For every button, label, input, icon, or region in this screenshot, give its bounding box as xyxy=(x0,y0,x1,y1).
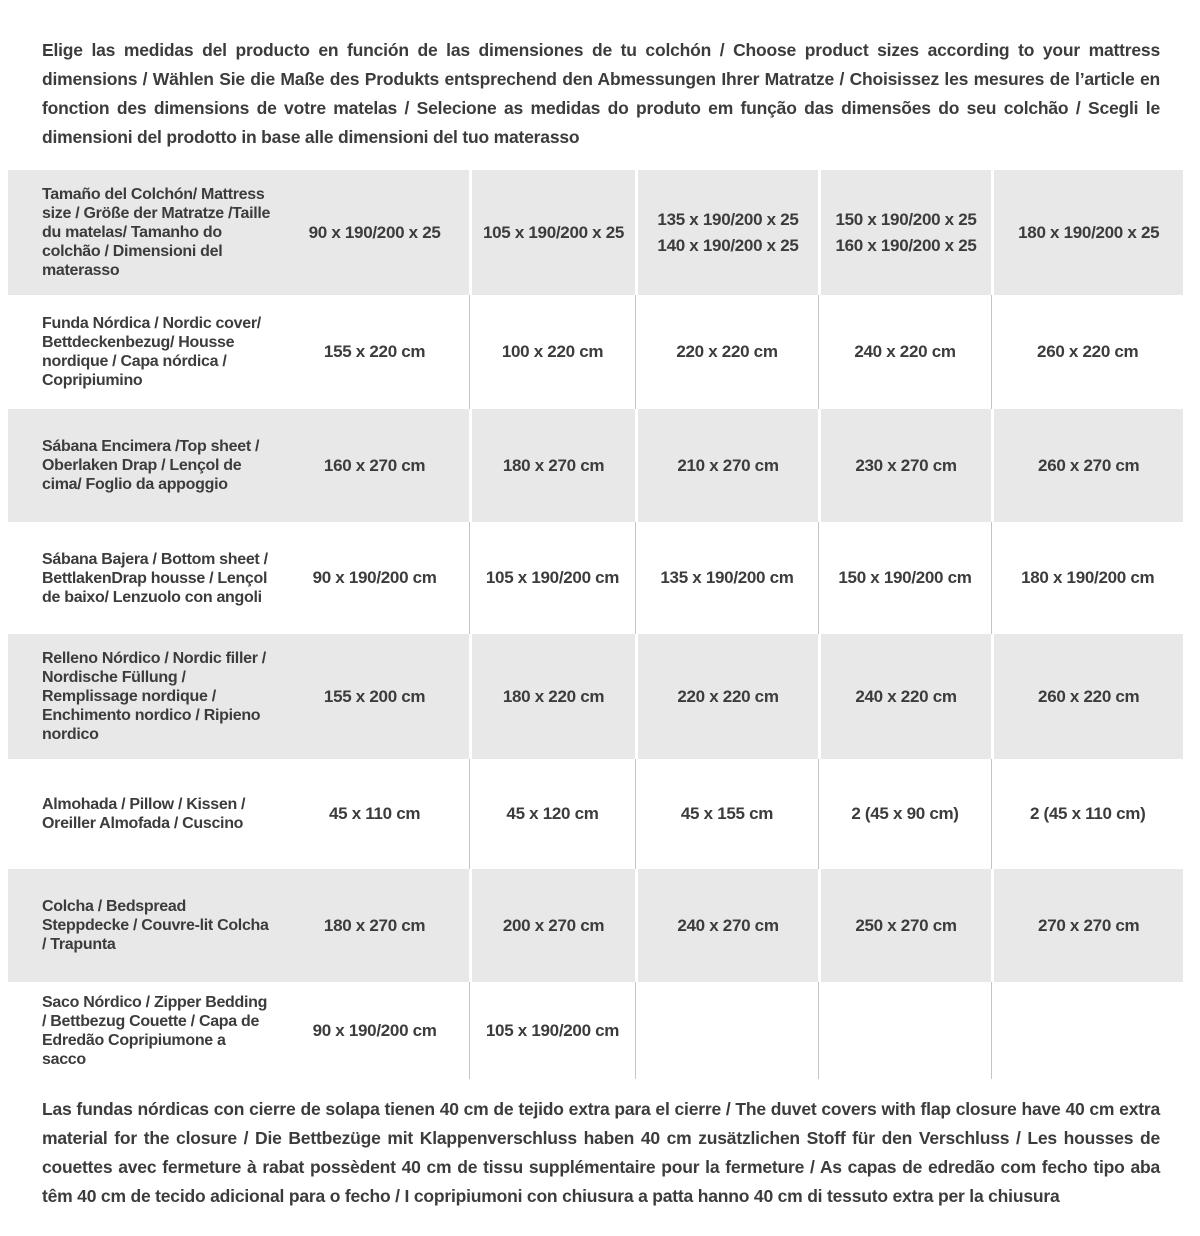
size-value-cell xyxy=(635,295,817,409)
table-row xyxy=(8,295,1183,409)
size-value: 180 x 190/200 x 25 xyxy=(1018,222,1160,242)
size-value-cell xyxy=(635,522,817,634)
size-value-cell xyxy=(991,170,1183,295)
size-value: 100 x 220 cm xyxy=(501,342,604,361)
size-value-cell xyxy=(991,759,1183,869)
intro-text: Elige las medidas del producto en función de las dimensiones de tu colchón / Choose product sizes according to your mattress dimensions / Wählen Sie die Maße des Produkts entsprechend den Abmessungen Ihrer Matratze / Choisissez les mesures de l’article en fonction des dimensions de votre matelas / Selecione as medidas do produto em função das dimensões do seu colchão / Scegli le dimensioni del prodotto in base alle dimensioni del tuo materasso xyxy=(42,40,1160,147)
size-value: 260 x 270 cm xyxy=(1038,455,1140,475)
footnote-text: Las fundas nórdicas con cierre de solapa tienen 40 cm de tejido extra para el cierre / The duvet covers with flap closure have 40 cm extra material for the closure / Die Bettbezüge mit Klappenverschluss haben 40 cm zusätzlichen Stoff für den Verschluss / Les housses de couettes avec fermeture à rabat possèdent 40 cm de tissu supplémentaire pour la fermeture / As capas de edredão com fecho tipo aba têm 40 cm de tecido adicional para o fecho / I copripiumoni con chiusura a patta hanno 40 cm di tessuto extra per la chiusura xyxy=(42,1099,1160,1206)
size-value: 260 x 220 cm xyxy=(1037,342,1139,361)
size-value-cell xyxy=(469,982,636,1079)
size-value-cell xyxy=(635,759,817,869)
size-value: 2 (45 x 90 cm) xyxy=(851,804,959,823)
size-value-cell xyxy=(469,522,636,634)
size-value-cell xyxy=(281,982,469,1079)
table-row xyxy=(8,522,1183,634)
table-row xyxy=(8,170,1183,295)
size-value-cell xyxy=(818,869,992,982)
size-value: 105 x 190/200 cm xyxy=(485,1020,620,1040)
row-label: Tamaño del Colchón/ Mattress size / Größe der Matratze /Taille du matelas/ Tamanho do colchão / Dimensioni del materasso xyxy=(42,186,271,279)
size-guide-page xyxy=(0,36,1200,1236)
size-value: 210 x 270 cm xyxy=(677,455,779,475)
size-value-cell xyxy=(635,170,817,295)
size-value: 250 x 270 cm xyxy=(855,915,957,935)
table-row xyxy=(8,409,1183,522)
row-label: Sábana Bajera / Bottom sheet / BettlakenDrap housse / Lençol de baixo/ Lenzuolo con angoli xyxy=(42,550,268,606)
size-value: 155 x 200 cm xyxy=(323,686,426,706)
size-value: 45 x 155 cm xyxy=(680,804,774,823)
size-value-cell xyxy=(818,409,992,522)
row-label: Funda Nórdica / Nordic cover/ Bettdeckenbezug/ Housse nordique / Capa nórdica / Copripiumino xyxy=(42,315,261,389)
row-label: Relleno Nórdico / Nordic filler / Nordische Füllung / Remplissage nordique / Enchimento nordico / Ripieno nordico xyxy=(42,650,266,743)
size-value-cell xyxy=(635,869,817,982)
size-value-cell xyxy=(281,759,469,869)
size-value-cell xyxy=(635,409,817,522)
size-value-cell xyxy=(281,869,469,982)
size-value-cell xyxy=(281,409,469,522)
size-value: 220 x 220 cm xyxy=(676,342,778,361)
size-value-cell xyxy=(281,522,469,634)
size-value-cell xyxy=(818,295,992,409)
row-label: Saco Nórdico / Zipper Bedding / Bettbezug Couette / Capa de Edredão Copripiumone a sacco xyxy=(42,993,268,1068)
size-value: 150 x 190/200 x 25 xyxy=(835,209,977,229)
size-value: 180 x 220 cm xyxy=(502,686,605,706)
size-value: 240 x 220 cm xyxy=(854,342,956,361)
size-value: 140 x 190/200 x 25 xyxy=(657,235,799,255)
size-value-cell xyxy=(991,522,1183,634)
table-row xyxy=(8,869,1183,982)
size-value-cell xyxy=(469,170,636,295)
size-value: 135 x 190/200 cm xyxy=(660,568,794,587)
size-value-cell xyxy=(818,759,992,869)
size-value: 230 x 270 cm xyxy=(855,455,957,475)
size-value-cell xyxy=(469,295,636,409)
size-value-cell xyxy=(818,522,992,634)
size-value-cell xyxy=(281,634,469,759)
size-value: 180 x 270 cm xyxy=(502,455,605,475)
size-value-cell xyxy=(469,869,636,982)
size-value-cell xyxy=(991,295,1183,409)
size-value: 160 x 270 cm xyxy=(323,455,426,475)
size-value-cell xyxy=(281,170,469,295)
size-value-cell xyxy=(281,295,469,409)
table-row xyxy=(8,759,1183,869)
size-value: 90 x 190/200 x 25 xyxy=(308,222,441,242)
size-value: 105 x 190/200 x 25 xyxy=(482,222,625,242)
size-value: 135 x 190/200 x 25 xyxy=(657,209,799,229)
size-value-cell xyxy=(818,634,992,759)
row-label: Almohada / Pillow / Kissen / Oreiller Almofada / Cuscino xyxy=(42,796,246,832)
size-value: 2 (45 x 110 cm) xyxy=(1029,804,1146,823)
size-value-cell xyxy=(635,982,817,1079)
size-value-cell xyxy=(635,634,817,759)
size-value: 105 x 190/200 cm xyxy=(485,568,620,587)
row-label: Colcha / Bedspread Steppdecke / Couvre-lit Colcha / Trapunta xyxy=(42,898,269,953)
size-value: 200 x 270 cm xyxy=(502,915,605,935)
size-value: 45 x 120 cm xyxy=(506,804,599,823)
size-value-cell xyxy=(469,759,636,869)
size-value-cell xyxy=(991,634,1183,759)
size-value-cell xyxy=(818,170,992,295)
size-value-cell xyxy=(991,869,1183,982)
size-value: 240 x 270 cm xyxy=(677,915,779,935)
size-value-cell xyxy=(818,982,992,1079)
size-value: 155 x 220 cm xyxy=(323,342,426,361)
size-value: 160 x 190/200 x 25 xyxy=(835,235,977,255)
size-value: 270 x 270 cm xyxy=(1038,915,1140,935)
size-table xyxy=(8,170,1183,1079)
size-value: 45 x 110 cm xyxy=(328,804,421,823)
table-row xyxy=(8,982,1183,1079)
size-value: 90 x 190/200 cm xyxy=(312,568,437,587)
size-value-cell xyxy=(469,409,636,522)
size-value: 90 x 190/200 cm xyxy=(312,1020,437,1040)
size-value: 240 x 220 cm xyxy=(855,686,957,706)
size-value: 260 x 220 cm xyxy=(1038,686,1140,706)
size-value: 150 x 190/200 cm xyxy=(838,568,972,587)
size-value: 220 x 220 cm xyxy=(677,686,779,706)
row-label: Sábana Encimera /Top sheet / Oberlaken Drap / Lençol de cima/ Foglio da appoggio xyxy=(42,438,260,493)
size-value-cell xyxy=(469,634,636,759)
size-value-cell xyxy=(991,409,1183,522)
size-value-cell xyxy=(991,982,1183,1079)
size-value: 180 x 270 cm xyxy=(323,915,426,935)
size-value: 180 x 190/200 cm xyxy=(1021,568,1155,587)
table-row xyxy=(8,634,1183,759)
